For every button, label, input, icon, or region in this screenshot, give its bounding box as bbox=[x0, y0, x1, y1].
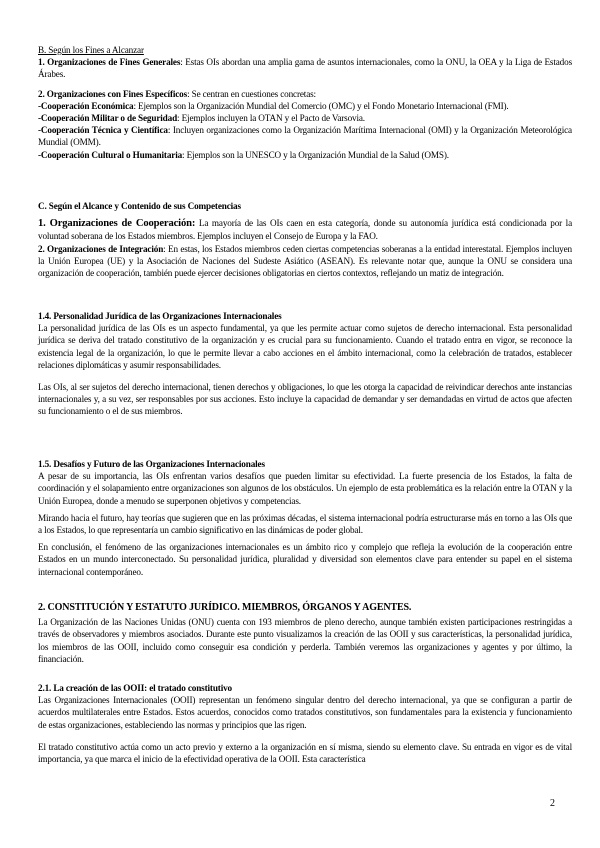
section-1-5-para-1: A pesar de su importancia, las OIs enfrentan varios desafíos que pueden limitar su efectividad. La fuerte presencia de los Estados, la falta de coordinación y el solapamiento entre organizaciones son algunos de los obstáculos. Un ejemplo de esta problemática es la relación entre la OTAN y la Unión Europea, donde a menudo se superponen objetivos y competencias. bbox=[38, 471, 572, 506]
section-b-item-1: 1. Organizaciones de Fines Generales: Estas OIs abordan una amplia gama de asuntos internacionales, como la ONU, la OEA y la Liga de Estados Árabes. bbox=[38, 57, 572, 80]
section-2-heading: 2. CONSTITUCIÓN Y ESTATUTO JURÍDICO. MIEMBROS, ÓRGANOS Y AGENTES. bbox=[38, 602, 412, 613]
section-b bbox=[38, 44, 572, 161]
section-b-eco: -Cooperación Económica: Ejemplos son la Organización Mundial del Comercio (OMC) y el Fondo Monetario Internacional (FMI). bbox=[38, 100, 509, 111]
section-b-heading: B. Según los Fines a Alcanzar bbox=[38, 45, 144, 55]
section-1-4-para-1: La personalidad jurídica de las OIs es un aspecto fundamental, ya que les permite actuar como sujetos de derecho internacional. Esta personalidad jurídica se deriva del tratado constitutivo de la organización y es crucial para su funcionamiento. Cuando el tratado entra en vigor, se reconoce la existencia legal de la organización, lo que le permite llevar a cabo acciones en el ámbito internacional, como la celebración de tratados, establecer relaciones diplomáticas y asumir responsabilidades. bbox=[38, 323, 572, 370]
section-2 bbox=[38, 601, 572, 665]
section-2-1-para-1: Las Organizaciones Internacionales (OOII) representan un fenómeno singular dentro del derecho internacional, ya que se configuran a partir de acuerdos multilaterales entre Estados. Estos acuerdos, conocidos como tratados constitutivos, son fundamentales para la existencia y funcionamiento de estas organizaciones, estableciendo las normas y principios que las rigen. bbox=[38, 695, 572, 730]
section-1-5-heading: 1.5. Desafíos y Futuro de las Organizaciones Internacionales bbox=[38, 459, 265, 469]
section-c-item-2: 2. Organizaciones de Integración: En estas, los Estados miembros ceden ciertas competencias soberanas a la entidad interestatal. Ejemplos incluyen la Unión Europea (UE) y la Asociación de Naciones del Sudeste Asiático (ASEAN). Es relevante notar que, aunque la ONU se considera una organización de cooperación, también puede ejercer decisiones obligatorias en ciertos contextos, reflejando un matiz de integración. bbox=[38, 243, 573, 279]
section-2-1-para-2: El tratado constitutivo actúa como un acto previo y externo a la organización en sí misma, siendo su elemento clave. Su entrada en vigor es de vital importancia, ya que marca el inicio de la efectividad operativa de la OOII. Esta característica bbox=[38, 741, 572, 765]
page-number: 2 bbox=[550, 798, 555, 809]
section-1-4 bbox=[38, 310, 572, 418]
section-1-5-para-2: Mirando hacia el futuro, hay teorías que sugieren que en las próximas décadas, el sistema internacional podría estructurarse más en torno a las OIs que a los Estados, lo que representaría un cambio significativo en las dinámicas de poder global. bbox=[38, 512, 572, 536]
section-2-para-1: La Organización de las Naciones Unidas (ONU) cuenta con 193 miembros de pleno derecho, aunque también existen participaciones restringidas a través de observadores y miembros asociados. Durante este punto visualizamos la creación de las OOII y sus características, la personalidad jurídica, los miembros de las OOII, incluido como conseguir esa condición y perderla. También veremos las organizaciones y agentes y por último, la financiación. bbox=[38, 617, 572, 664]
section-1-4-para-2: Las OIs, al ser sujetos del derecho internacional, tienen derechos y obligaciones, lo que les otorga la capacidad de reivindicar derechos ante instancias internacionales y, a su vez, ser responsables por sus acciones. Esto incluye la capacidad de demandar y ser demandadas en virtud de actos que afecten su funcionamiento o el de sus miembros. bbox=[38, 382, 572, 417]
section-c-item-1: 1. Organizaciones de Cooperación: La mayoría de las OIs caen en esta categoría, donde su autonomía jurídica está condicionada por la voluntad soberana de los Estados miembros. Ejemplos incluyen el Consejo de Europa y la FAO. bbox=[38, 218, 573, 242]
section-b-cul: -Cooperación Cultural o Humanitaria: Ejemplos son la UNESCO y la Organización Mundial de la Salud (OMS). bbox=[38, 149, 449, 160]
section-c-heading: C. Según el Alcance y Contenido de sus Competencias bbox=[38, 201, 241, 211]
section-c bbox=[38, 200, 572, 279]
section-2-1-heading: 2.1. La creación de las OOII: el tratado constitutivo bbox=[38, 683, 232, 693]
section-b-mil: -Cooperación Militar o de Seguridad: Ejemplos incluyen la OTAN y el Pacto de Varsovia. bbox=[38, 113, 365, 124]
section-2-1 bbox=[38, 682, 572, 765]
section-b-tec: -Cooperación Técnica y Científica: Incluyen organizaciones como la Organización Marítima Internacional (OMI) y la Organización Meteorológica Mundial (OMM). bbox=[38, 125, 572, 148]
section-1-5 bbox=[38, 458, 572, 578]
section-1-4-heading: 1.4. Personalidad Jurídica de las Organizaciones Internacionales bbox=[38, 311, 282, 321]
section-b-item-2: 2. Organizaciones con Fines Específicos: Se centran en cuestiones concretas: bbox=[38, 88, 316, 99]
section-1-5-para-3: En conclusión, el fenómeno de las organizaciones internacionales es un ámbito rico y complejo que refleja la evolución de la cooperación entre Estados en un mundo interconectado. Su personalidad jurídica, pluralidad y diversidad son elementos clave para entender su papel en el sistema internacional contemporáneo. bbox=[38, 542, 572, 577]
